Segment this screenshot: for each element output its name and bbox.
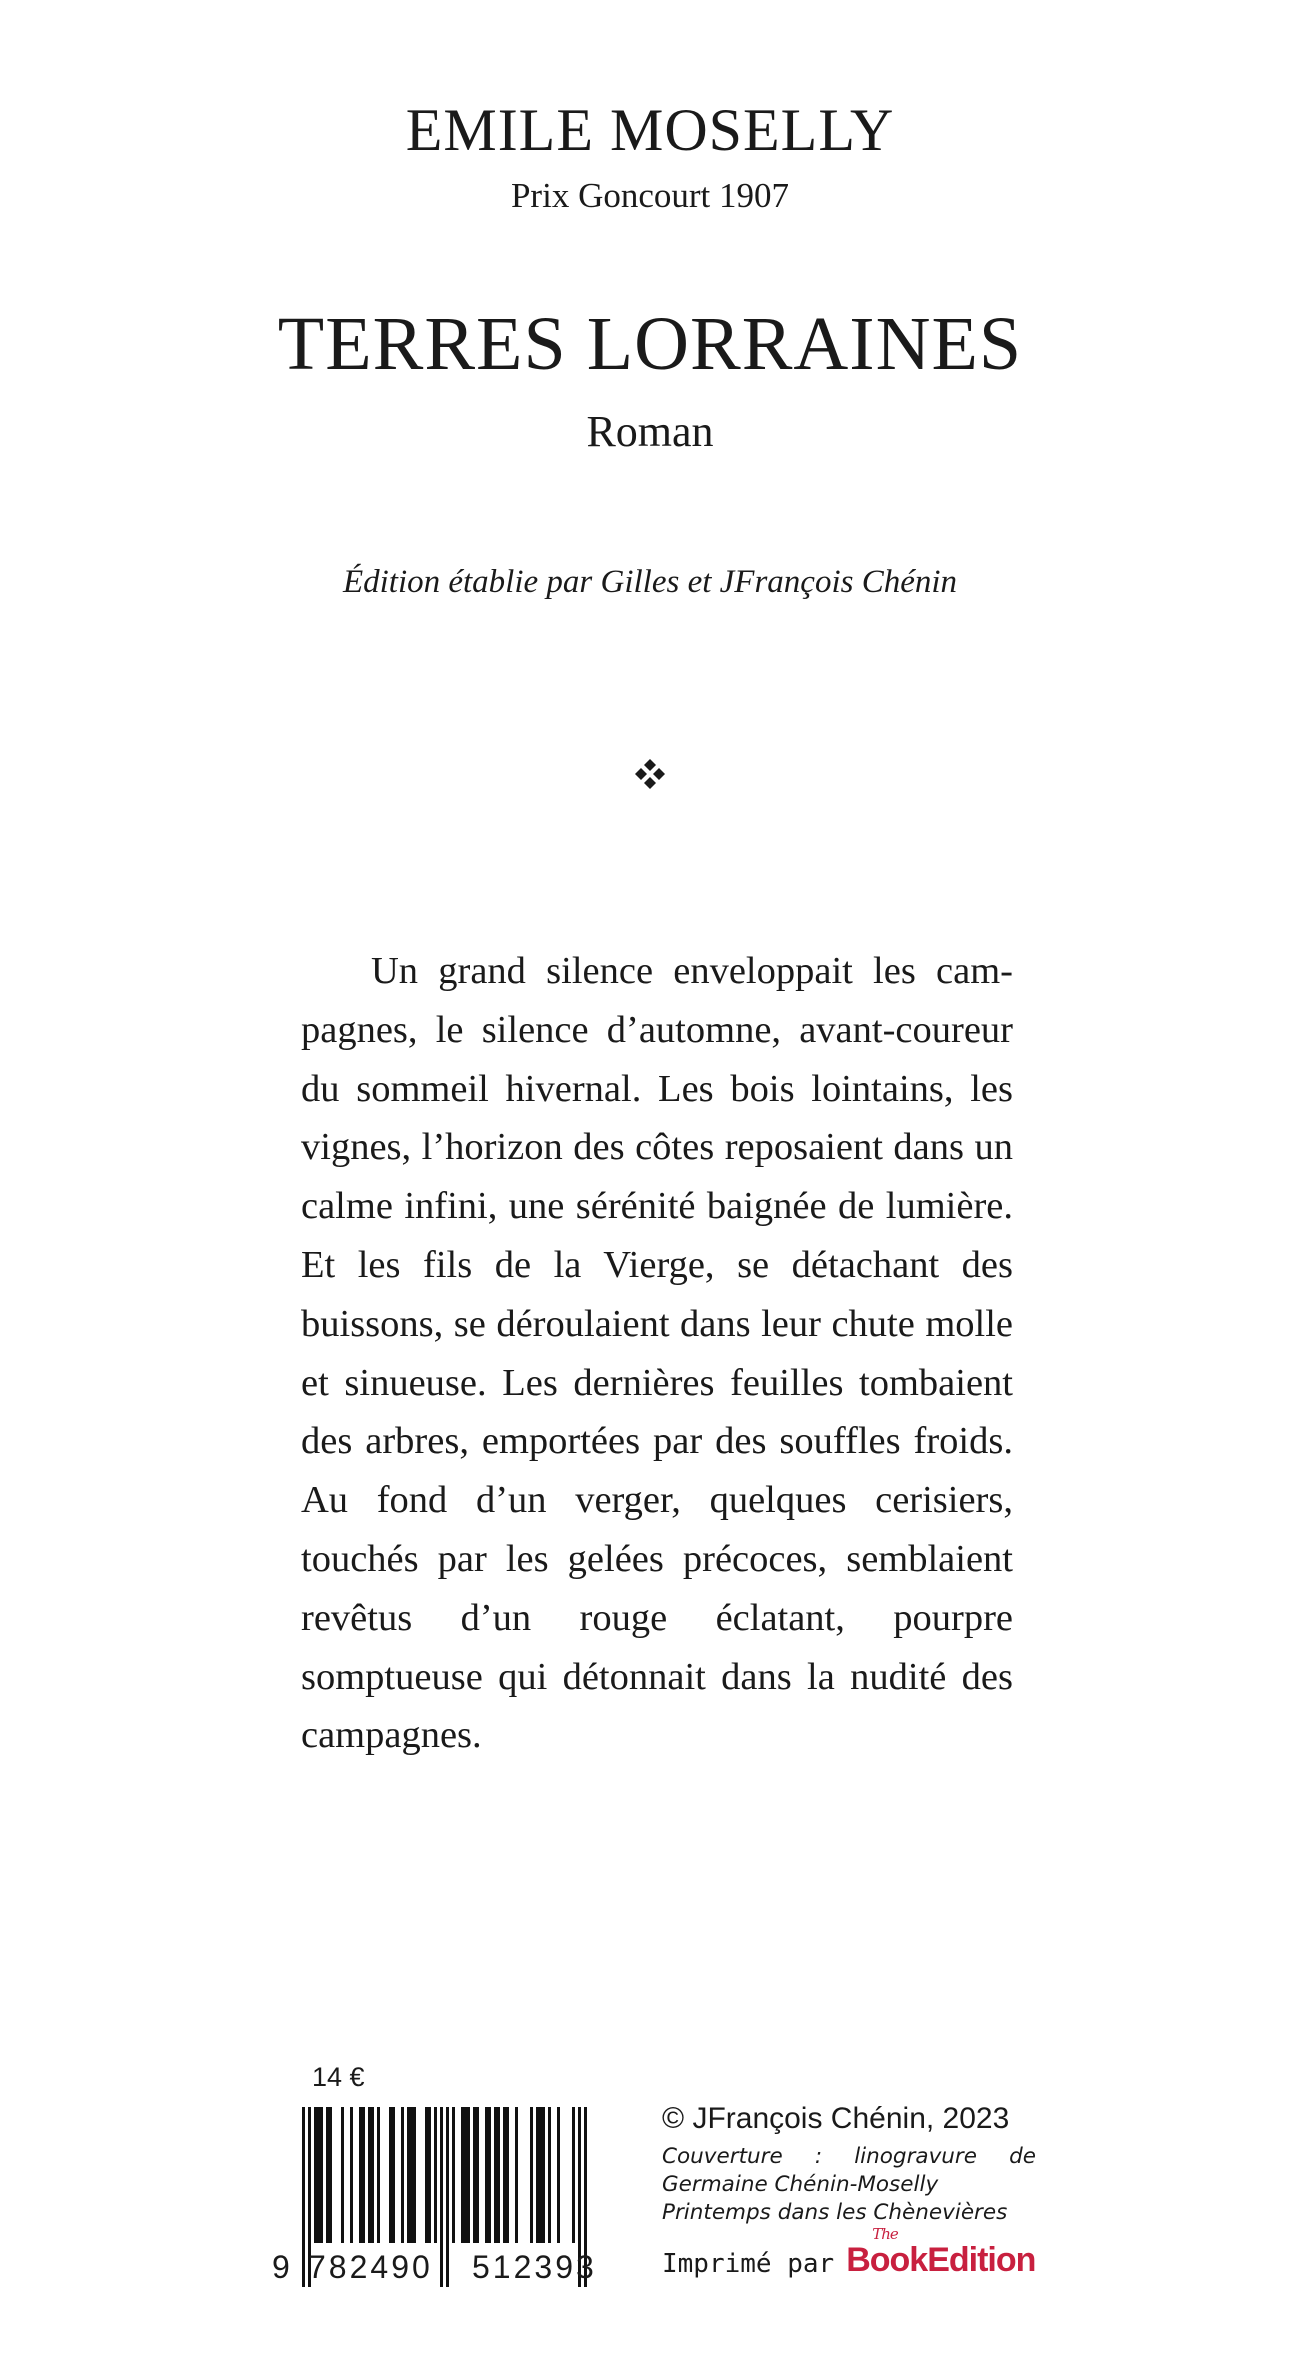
barcode-bar bbox=[548, 2107, 551, 2243]
barcode-bar bbox=[314, 2107, 317, 2243]
barcode-bar bbox=[476, 2107, 479, 2243]
excerpt-paragraph: Un grand silence enveloppait les campagnes, le silence d’automne, avant-coureur du sommeil hivernal. Les bois lointains, les vignes, l’horizon des côtes reposaient dans un calme infini, une sérénité baignée de lumière. Et les fils de la Vierge, se détachant des buissons, se déroulaient dans leur chute molle et sinueuse. Les dernières feuilles tombaient des arbres, emportées par des souffles froids. Au fond d’un verger, quelques cerisiers, touchés par les gelées précoces, semblaient revêtus d’un rouge éclatant, pourpre somptueuse qui détonnait dans la nudité des campagnes. bbox=[301, 950, 1013, 1757]
barcode-bar bbox=[341, 2107, 344, 2243]
barcode-bar bbox=[425, 2107, 428, 2243]
printer-label: Imprimé par bbox=[662, 2249, 835, 2279]
bookedition-logo-name: BookEdition bbox=[846, 2241, 1036, 2279]
price-label: 14 € bbox=[312, 2062, 365, 2092]
book-title: TERRES LORRAINES bbox=[277, 302, 1023, 386]
barcode-bar bbox=[539, 2107, 542, 2243]
isbn-digits bbox=[272, 2247, 617, 2287]
diamond-fleuron-icon bbox=[634, 758, 666, 790]
barcode-bar bbox=[329, 2107, 332, 2243]
barcode-bar bbox=[359, 2107, 362, 2243]
barcode-bar bbox=[428, 2107, 431, 2243]
barcode-bar bbox=[392, 2107, 395, 2243]
cover-credit-line-3: Printemps dans les Chènevières bbox=[662, 2200, 1008, 2225]
barcode-bar bbox=[317, 2107, 320, 2243]
barcode-bar bbox=[377, 2107, 380, 2243]
cover-credit bbox=[662, 2143, 1036, 2227]
barcode-bar bbox=[407, 2107, 410, 2243]
barcode-bar bbox=[362, 2107, 365, 2243]
barcode-bar bbox=[371, 2107, 374, 2243]
credits-block bbox=[662, 2104, 1036, 2277]
barcode-bar bbox=[467, 2107, 470, 2243]
barcode-bar bbox=[485, 2107, 488, 2243]
isbn-left-group: 782490 bbox=[308, 2249, 433, 2285]
barcode-bar bbox=[494, 2107, 497, 2243]
barcode-bar bbox=[542, 2107, 545, 2243]
barcode-bar bbox=[389, 2107, 392, 2243]
barcode-bar bbox=[530, 2107, 533, 2243]
barcode-bar bbox=[410, 2107, 413, 2243]
barcode-bar bbox=[488, 2107, 491, 2243]
ornament-divider bbox=[0, 758, 1300, 818]
barcode-bar bbox=[350, 2107, 353, 2243]
barcode-bar bbox=[515, 2107, 518, 2243]
barcode-bar bbox=[557, 2107, 560, 2243]
isbn-right-group: 512393 bbox=[472, 2249, 597, 2285]
barcode-bar bbox=[434, 2107, 437, 2243]
barcode-bar bbox=[461, 2107, 464, 2243]
author-name: EMILE MOSELLY bbox=[405, 97, 895, 163]
barcode-bar bbox=[401, 2107, 404, 2243]
barcode-bar bbox=[320, 2107, 323, 2243]
cover-credit-line-2: Germaine Chénin-Moselly bbox=[662, 2172, 939, 2197]
copyright-line: © JFrançois Chénin, 2023 bbox=[662, 2102, 1010, 2135]
barcode-bar bbox=[536, 2107, 539, 2243]
barcode-bar bbox=[326, 2107, 329, 2243]
barcode-bar bbox=[503, 2107, 506, 2243]
printer-line bbox=[662, 2225, 1036, 2279]
barcode-bar bbox=[473, 2107, 476, 2243]
edition-credit: Édition établie par Gilles et JFrançois Chénin bbox=[342, 564, 958, 600]
isbn-first-digit: 9 bbox=[272, 2249, 290, 2285]
barcode-bar bbox=[368, 2107, 371, 2243]
bookedition-logo bbox=[846, 2225, 1036, 2279]
genre-label: Roman bbox=[586, 407, 714, 456]
barcode-bar bbox=[497, 2107, 500, 2243]
prize-subtitle: Prix Goncourt 1907 bbox=[510, 176, 790, 215]
barcode-bar bbox=[413, 2107, 416, 2243]
bookedition-logo-the: The bbox=[872, 2225, 898, 2243]
cover-credit-line-1: Couverture : linogravure de bbox=[662, 2144, 1036, 2169]
barcode-bar bbox=[464, 2107, 467, 2243]
barcode-bar bbox=[506, 2107, 509, 2243]
barcode-bar bbox=[572, 2107, 575, 2243]
barcode-bar bbox=[452, 2107, 455, 2243]
